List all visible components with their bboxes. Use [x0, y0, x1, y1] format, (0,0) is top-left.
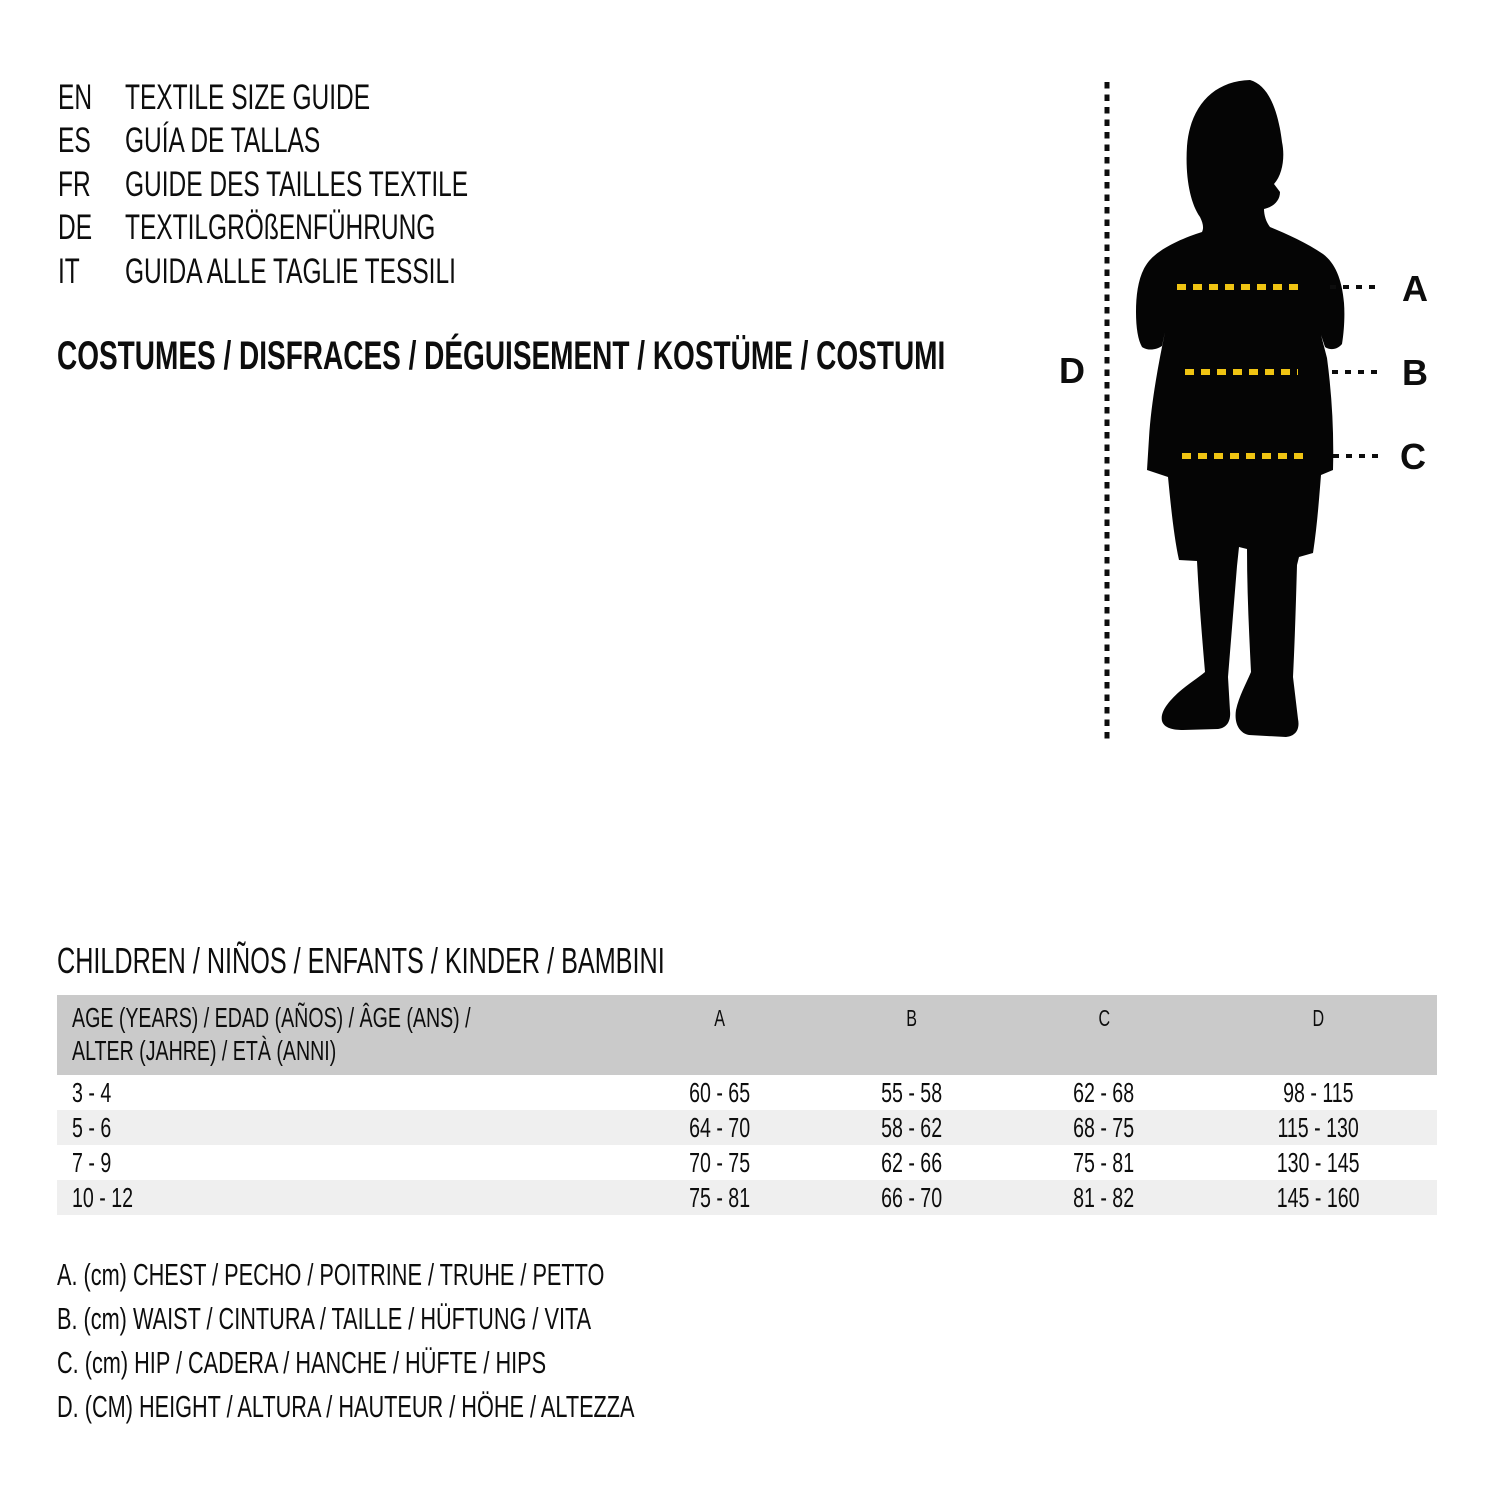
chest-cell: 60 - 65 [689, 1077, 751, 1108]
language-row [58, 120, 615, 164]
language-code: ES [58, 121, 91, 161]
column-header-a: A [624, 995, 816, 1075]
age-cell: 5 - 6 [72, 1112, 112, 1143]
language-label: GUÍA DE TALLAS [125, 121, 321, 161]
hip-cell: 81 - 82 [1073, 1182, 1135, 1213]
age-cell: 7 - 9 [72, 1147, 112, 1178]
height-cell: 130 - 145 [1277, 1147, 1360, 1178]
column-header-b: B [816, 995, 1008, 1075]
legend-line-chest: A. (cm) CHEST / PECHO / POITRINE / TRUHE / PETTO [57, 1257, 605, 1292]
chest-cell: 70 - 75 [689, 1147, 751, 1178]
language-list [58, 76, 615, 294]
legend-line-hip: C. (cm) HIP / CADERA / HANCHE / HÜFTE / HIPS [57, 1345, 547, 1380]
waist-cell: 66 - 70 [881, 1182, 943, 1213]
waist-cell: 55 - 58 [881, 1077, 943, 1108]
table-row [57, 1110, 1437, 1145]
hip-cell: 75 - 81 [1073, 1147, 1135, 1178]
language-code: IT [58, 251, 80, 291]
language-label: TEXTILGRÖßENFÜHRUNG [125, 208, 436, 248]
language-label: GUIDE DES TAILLES TEXTILE [125, 164, 469, 204]
measurement-legend [57, 1253, 882, 1429]
table-row [57, 1145, 1437, 1180]
height-cell: 98 - 115 [1283, 1077, 1354, 1108]
language-code: FR [58, 164, 91, 204]
age-cell: 10 - 12 [72, 1182, 134, 1213]
table-row [57, 1180, 1437, 1215]
section-heading-children: CHILDREN / NIÑOS / ENFANTS / KINDER / BAMBINI [57, 940, 665, 981]
hip-cell: 62 - 68 [1073, 1077, 1135, 1108]
figure-label-a-chest: A [1402, 268, 1428, 309]
column-header-c: C [1008, 995, 1200, 1075]
chest-cell: 64 - 70 [689, 1112, 751, 1143]
size-table [57, 995, 1437, 1215]
figure-label-d-height: D [1059, 350, 1085, 391]
figure-label-c-hip: C [1400, 436, 1426, 477]
child-silhouette-image [1136, 80, 1344, 737]
category-title: COSTUMES / DISFRACES / DÉGUISEMENT / KOSTÜME / COSTUMI [57, 334, 946, 378]
age-column-header: AGE (YEARS) / EDAD (AÑOS) / ÂGE (ANS) / ALTER (JAHRE) / ETÀ (ANNI) [57, 995, 624, 1075]
column-header-d: D [1200, 995, 1437, 1075]
height-cell: 115 - 130 [1277, 1112, 1360, 1143]
measurement-figure [1050, 60, 1455, 770]
hip-cell: 68 - 75 [1073, 1112, 1135, 1143]
figure-label-b-waist: B [1402, 352, 1428, 393]
language-code: DE [58, 208, 93, 248]
language-label: GUIDA ALLE TAGLIE TESSILI [125, 251, 456, 291]
language-row [58, 207, 615, 251]
chest-cell: 75 - 81 [689, 1182, 751, 1213]
legend-line-height: D. (CM) HEIGHT / ALTURA / HAUTEUR / HÖHE / ALTEZZA [57, 1389, 635, 1424]
language-code: EN [58, 77, 93, 117]
language-row [58, 163, 615, 207]
height-cell: 145 - 160 [1277, 1182, 1360, 1213]
waist-cell: 62 - 66 [881, 1147, 943, 1178]
language-row [58, 250, 615, 294]
legend-line-waist: B. (cm) WAIST / CINTURA / TAILLE / HÜFTUNG / VITA [57, 1301, 592, 1336]
age-cell: 3 - 4 [72, 1077, 112, 1108]
table-header-row [57, 995, 1437, 1075]
waist-cell: 58 - 62 [881, 1112, 943, 1143]
language-row [58, 76, 615, 120]
table-row [57, 1075, 1437, 1110]
language-label: TEXTILE SIZE GUIDE [125, 77, 371, 117]
